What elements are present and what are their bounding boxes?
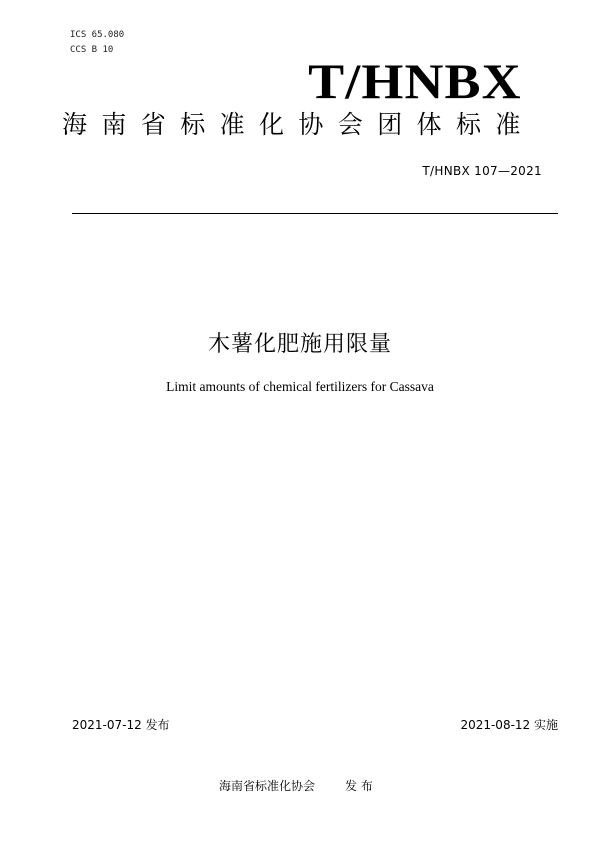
publisher-action: 发 布 [345, 779, 373, 793]
organization-standard-title: 海南省标准化协会团体标准 [62, 110, 535, 139]
header-divider [72, 213, 558, 214]
document-title-chinese: 木薯化肥施用限量 [207, 332, 392, 357]
document-title-english: Limit amounts of chemical fertilizers for Cassava [166, 379, 434, 394]
standard-number: T/HNBX 107—2021 [422, 164, 542, 178]
standard-brand-code: T/HNBX [308, 53, 522, 109]
release-date: 2021-07-12 发布 [72, 718, 170, 732]
implementation-date: 2021-08-12 实施 [460, 718, 558, 732]
publisher-name: 海南省标准化协会 [219, 779, 316, 793]
publisher-line [219, 777, 373, 794]
ics-code: ICS 65.080 [70, 30, 125, 40]
ccs-code: CCS B 10 [70, 45, 114, 55]
